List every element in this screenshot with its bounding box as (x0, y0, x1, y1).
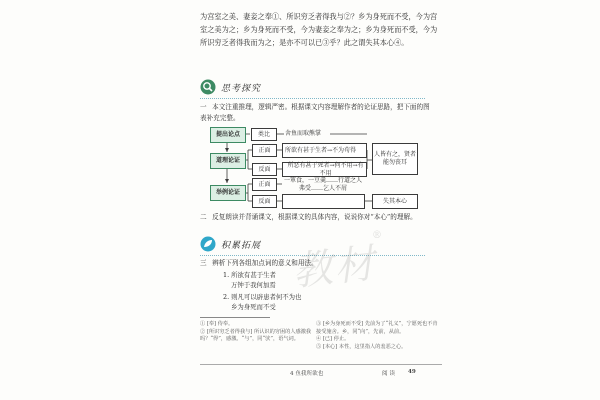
exercise-line: 万钟于我何加焉 (231, 281, 276, 289)
footnote: ④ [已] 停止。 (316, 336, 350, 343)
question-number: 一 (200, 103, 207, 111)
footnote-rule (200, 317, 270, 318)
text-positive-2: 一箪食，一豆羹……行道之人弗受……乞人不屑 (283, 176, 362, 192)
exercise-number: 1. (223, 271, 230, 279)
exercise-1 (223, 270, 276, 290)
question-text: 本文注重推理，逻辑严密。根据课文内容理解作者的论证思路，把下面的图表补充完整。 (200, 103, 430, 122)
box-negative-1: 反面 (252, 163, 277, 176)
footnote: ② [所识穷乏者得我与] 所认识的穷困的人感激我吗？“得”，感激。“与”，同“欤”，语气词。 (200, 328, 312, 343)
box-conclusion-1: 人皆有之，贤者能勿丧耳 (372, 143, 418, 175)
exercise-line: 乡为身死而不受 (231, 303, 276, 311)
watermark-registered: ® (372, 230, 382, 241)
footnote: ① [奉] 侍奉。 (200, 321, 234, 327)
footer-lesson: 4 鱼我所欲也 (290, 371, 324, 377)
question-two (200, 212, 430, 223)
question-number: 三 (200, 259, 207, 267)
footnotes-left (200, 321, 324, 344)
box-analogy: 类比 (251, 128, 277, 141)
question-text: 辨析下列各组加点词的意义和用法。 (212, 259, 318, 267)
page-number: 49 (408, 369, 416, 375)
box-positive-2: 正面 (252, 178, 277, 191)
text-analogy: 舍鱼而取熊掌 (285, 130, 322, 137)
leaf-icon (200, 236, 216, 252)
box-thesis: 提出论点 (210, 127, 246, 143)
box-positive-1: 正面 (252, 144, 277, 157)
question-number: 二 (200, 213, 207, 221)
footnotes-right (316, 321, 440, 351)
footer-rule (200, 364, 442, 365)
exercise-2 (223, 292, 301, 312)
footnote: ⑤ [本心] 本性，这里指人的羞恶之心。 (316, 343, 407, 350)
footer-unit: 阅 读 (382, 371, 395, 377)
exercise-line: 则凡可以辟患者何不为也 (231, 293, 302, 301)
section-title: 思考探究 (221, 83, 262, 94)
question-text: 反复朗读并背诵课文，根据课文的具体内容，说说你对“本心”的理解。 (212, 213, 417, 221)
watermark: 教材 (290, 240, 379, 296)
blank-negative-2 (282, 194, 365, 209)
text-negative-1: 所恶有甚于死者→何不用→有不用 (282, 162, 367, 177)
footnote: ③ [乡为身死而不受] 先前为了“礼义”，宁愿死也不肯接受施舍。乡，同“向”，先前，从前。 (316, 321, 438, 335)
box-negative-2: 反面 (252, 195, 277, 208)
box-conclusion-2: 失其本心 (372, 194, 418, 209)
box-example: 举例论证 (210, 185, 246, 201)
exercise-number: 2. (223, 293, 230, 301)
exercise-line: 所欲有甚于生者 (231, 271, 276, 279)
section-title: 积累拓展 (221, 240, 262, 251)
section-header-expand (200, 236, 261, 252)
box-reasoning: 道理论证 (210, 153, 246, 169)
text-positive-1: 所欲有甚于生者→不为苟得 (282, 143, 367, 158)
intro-paragraph: 为宫室之美、妻妾之奉①、所识穷乏者得我与②？乡为身死而不受，今为宫室之美为之；乡为身死而不受，今为妻妾之奉为之；乡为身死而不受，今为所识穷乏者得我而为之；是亦不可以已③乎？此之谓失其本心④。 (200, 12, 438, 47)
